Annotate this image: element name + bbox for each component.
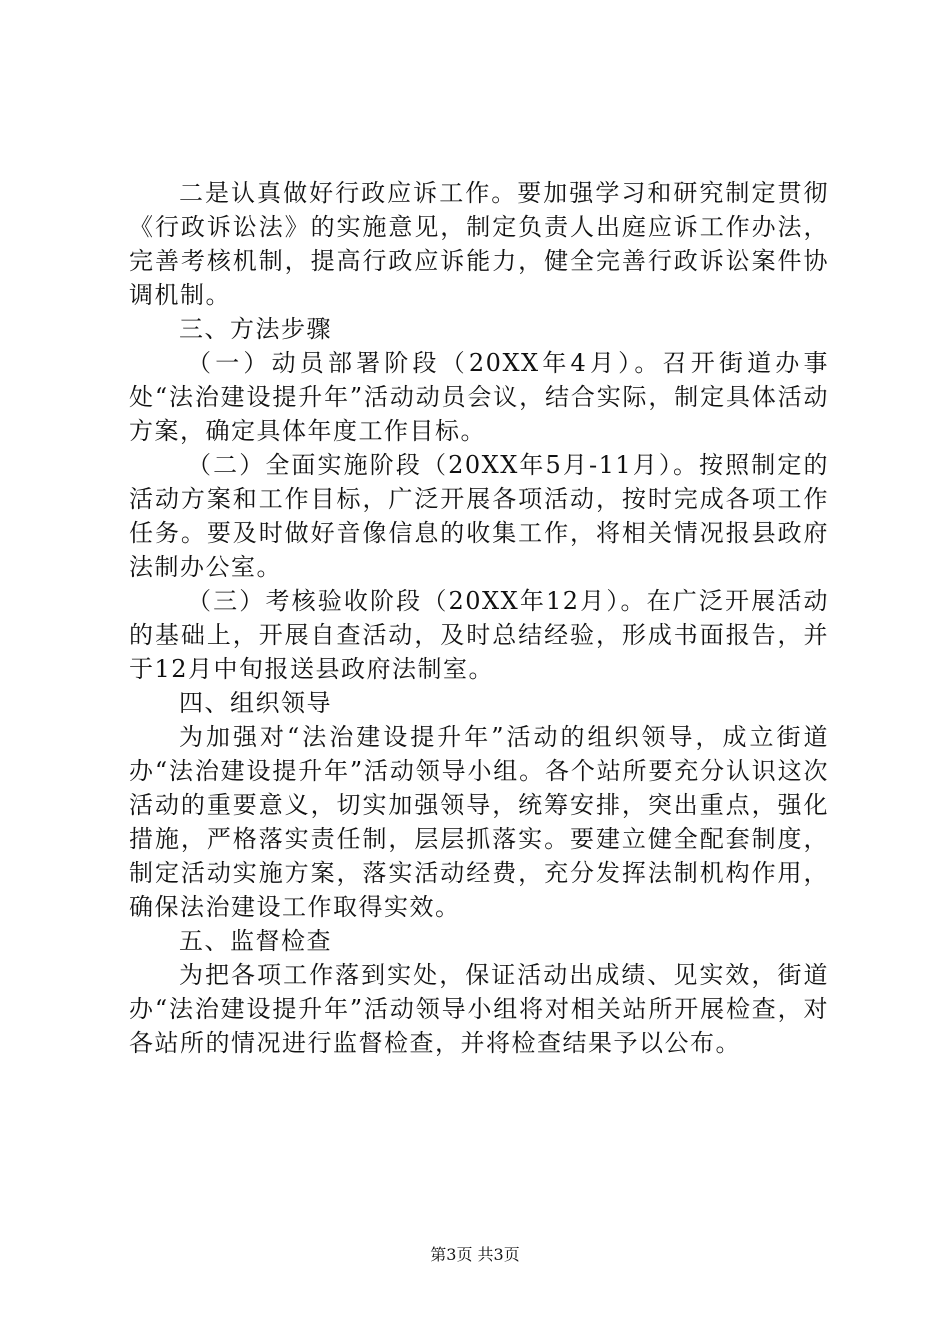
paragraph-administrative-litigation: 二是认真做好行政应诉工作。要加强学习和研究制定贯彻《行政诉讼法》的实施意见，制定负责人出庭应诉工作办法，完善考核机制，提高行政应诉能力，健全完善行政诉讼案件协调机制。	[129, 179, 829, 309]
document-body	[129, 176, 829, 1060]
heading-supervision-inspection: 五、监督检查	[179, 927, 332, 955]
heading-methods-steps: 三、方法步骤	[179, 315, 332, 343]
paragraph-stage-assessment: （三）考核验收阶段（20XX年12月）。在广泛开展活动的基础上，开展自查活动，及时总结经验，形成书面报告，并于12月中旬报送县政府法制室。	[129, 587, 829, 683]
paragraph-supervision-inspection: 为把各项工作落到实处，保证活动出成绩、见实效，街道办“法治建设提升年”活动领导小组将对相关站所开展检查，对各站所的情况进行监督检查，并将检查结果予以公布。	[129, 961, 829, 1057]
paragraph-organization-leadership: 为加强对“法治建设提升年”活动的组织领导，成立街道办“法治建设提升年”活动领导小组。各个站所要充分认识这次活动的重要意义，切实加强领导，统筹安排，突出重点，强化措施，严格落实责任制，层层抓落实。要建立健全配套制度，制定活动实施方案，落实活动经费，充分发挥法制机构作用，确保法治建设工作取得实效。	[129, 723, 829, 921]
paragraph-stage-implementation: （二）全面实施阶段（20XX年5月-11月）。按照制定的活动方案和工作目标，广泛开展各项活动，按时完成各项工作任务。要及时做好音像信息的收集工作，将相关情况报县政府法制办公室。	[129, 451, 829, 581]
page-number-footer: 第3页 共3页	[430, 1245, 520, 1264]
heading-organization-leadership: 四、组织领导	[179, 689, 332, 717]
paragraph-stage-mobilization: （一）动员部署阶段（20XX年4月）。召开街道办事处“法治建设提升年”活动动员会议，结合实际，制定具体活动方案，确定具体年度工作目标。	[129, 349, 829, 445]
